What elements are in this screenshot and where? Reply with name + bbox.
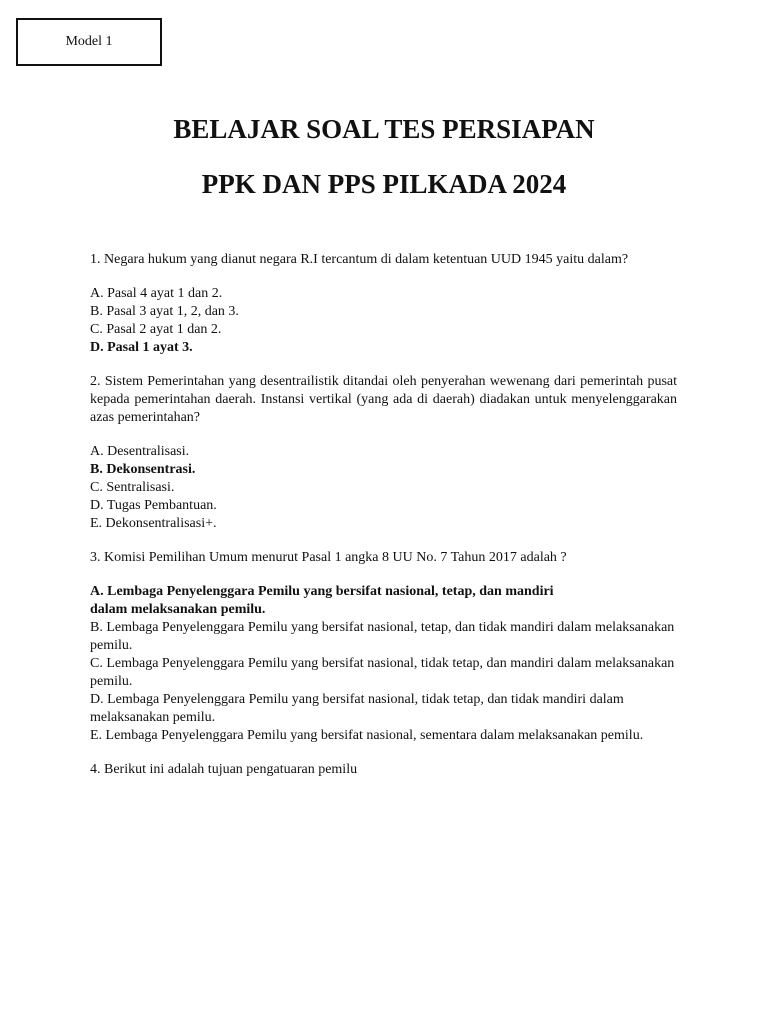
q1-option-d-answer: D. Pasal 1 ayat 3. — [90, 340, 193, 355]
question-3: 3. Komisi Pemilihan Umum menurut Pasal 1 angka 8 UU No. 7 Tahun 2017 adalah ? — [90, 550, 567, 565]
model-label-box — [16, 18, 162, 66]
q2-option-a: A. Desentralisasi. — [90, 444, 190, 459]
questions-section — [90, 251, 677, 779]
question-2: 2. Sistem Pemerintahan yang desentrailistik ditandai oleh penyerahan wewenang dari pemerintah pusat kepada pemerintahan daerah. Instansi vertikal (yang ada di daerah) diadakan untuk menyelenggarakan azas pemerintahan? — [90, 374, 677, 425]
q3-option-a-answer-cont: dalam melaksanakan pemilu. — [90, 602, 266, 617]
page-title-line2: PPK DAN PPS PILKADA 2024 — [201, 169, 567, 199]
q2-option-e: E. Dekonsentralisasi+. — [90, 516, 217, 531]
q3-option-a-answer: A. Lembaga Penyelenggara Pemilu yang bersifat nasional, tetap, dan mandiri — [90, 584, 554, 599]
q1-option-a: A. Pasal 4 ayat 1 dan 2. — [90, 286, 223, 301]
q1-option-b: B. Pasal 3 ayat 1, 2, dan 3. — [90, 304, 239, 319]
q1-option-c: C. Pasal 2 ayat 1 dan 2. — [90, 322, 222, 337]
q3-option-d: D. Lembaga Penyelenggara Pemilu yang bersifat nasional, tidak tetap, dan tidak mandiri dalam melaksanakan pemilu. — [90, 692, 624, 725]
question-4: 4. Berikut ini adalah tujuan pengatuaran pemilu — [90, 762, 358, 777]
question-1: 1. Negara hukum yang dianut negara R.I tercantum di dalam ketentuan UUD 1945 yaitu dalam? — [90, 252, 629, 267]
q2-option-c: C. Sentralisasi. — [90, 480, 175, 495]
q3-option-e: E. Lembaga Penyelenggara Pemilu yang bersifat nasional, sementara dalam melaksanakan pemilu. — [90, 728, 644, 743]
q3-option-c: C. Lembaga Penyelenggara Pemilu yang bersifat nasional, tidak tetap, dan mandiri dalam melaksanakan pemilu. — [90, 656, 675, 689]
q2-option-b-answer: B. Dekonsentrasi. — [90, 462, 196, 477]
q3-option-b: B. Lembaga Penyelenggara Pemilu yang bersifat nasional, tetap, dan tidak mandiri dalam melaksanakan pemilu. — [90, 620, 675, 653]
model-label: Model 1 — [65, 34, 113, 49]
q2-option-d: D. Tugas Pembantuan. — [90, 498, 217, 513]
page-title-line1: BELAJAR SOAL TES PERSIAPAN — [173, 114, 595, 144]
